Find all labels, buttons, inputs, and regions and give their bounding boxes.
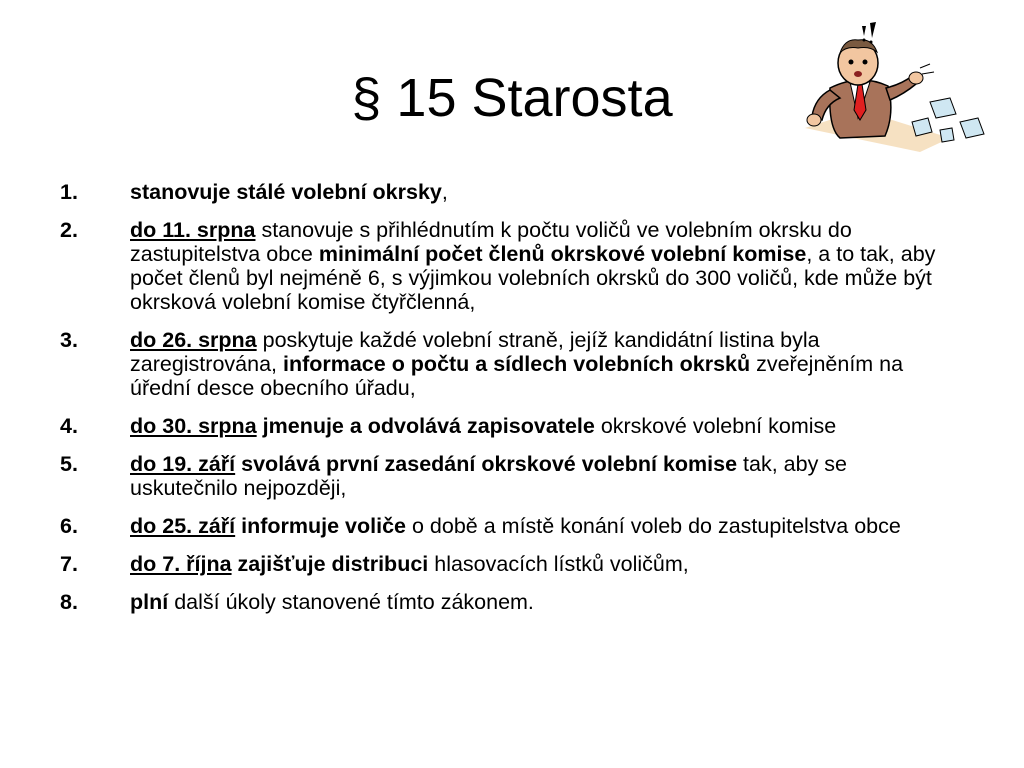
emphasis-text: jmenuje a odvolává zapisovatele [262,414,595,438]
emphasis-text: plní [130,590,169,614]
body-text: poskytuje každé volební straně, jejíž kandidátní listina byla zaregistrována, [130,328,820,376]
deadline-text: do 26. srpna [130,328,257,352]
list-item [60,414,960,438]
list-item-number: 3. [60,328,78,352]
body-text: další úkoly stanovené tímto zákonem. [168,590,534,614]
list-item-number: 4. [60,414,78,438]
emphasis-text: minimální počet členů okrskové volební komise [318,242,807,266]
body-text: tak, aby se uskutečnilo nejpozději, [130,452,848,500]
list-item-number: 5. [60,452,78,476]
body-text: stanovuje s přihlédnutím k počtu voličů ve volebním okrsku do zastupitelstva obce [130,218,852,266]
emphasis-text: stanovuje stálé volební okrsky [130,180,442,204]
list-item-number: 2. [60,218,78,242]
body-text: okrskové volební komise [594,414,837,438]
obligation-list [60,180,960,628]
list-item [60,218,960,314]
body-text: zveřejněním na úřední desce obecního úřadu, [130,352,904,400]
body-text: , [441,180,448,204]
body-text: hlasovacích lístků voličům, [428,552,689,576]
list-item [60,590,960,614]
list-item [60,328,960,400]
list-item-number: 1. [60,180,78,204]
body-text: o době a místě konání voleb do zastupitelstva obce [406,514,901,538]
deadline-text: do 25. září [130,514,236,538]
list-item [60,180,960,204]
slide-title: § 15 Starosta [351,68,673,128]
list-item-number: 8. [60,590,78,614]
deadline-text: do 7. října [130,552,232,576]
emphasis-text: svolává první zasedání okrskové volební komise [241,452,738,476]
list-item [60,514,960,538]
deadline-text: do 19. září [130,452,236,476]
emphasis-text: zajišťuje distribuci [237,552,429,576]
stressed-businessman-icon [800,18,996,152]
deadline-text: do 30. srpna [130,414,257,438]
emphasis-text: informace o počtu a sídlech volebních okrsků [282,352,751,376]
deadline-text: do 11. srpna [130,218,256,242]
list-item [60,452,960,500]
body-text: , a to tak, aby počet členů byl nejméně 6, s výjimkou volebních okrsků do 300 voličů, kde může být okrsková volební komise čtyřčlenná, [130,242,936,314]
list-item-number: 6. [60,514,78,538]
emphasis-text: informuje voliče [241,514,407,538]
list-item [60,552,960,576]
list-item-number: 7. [60,552,78,576]
